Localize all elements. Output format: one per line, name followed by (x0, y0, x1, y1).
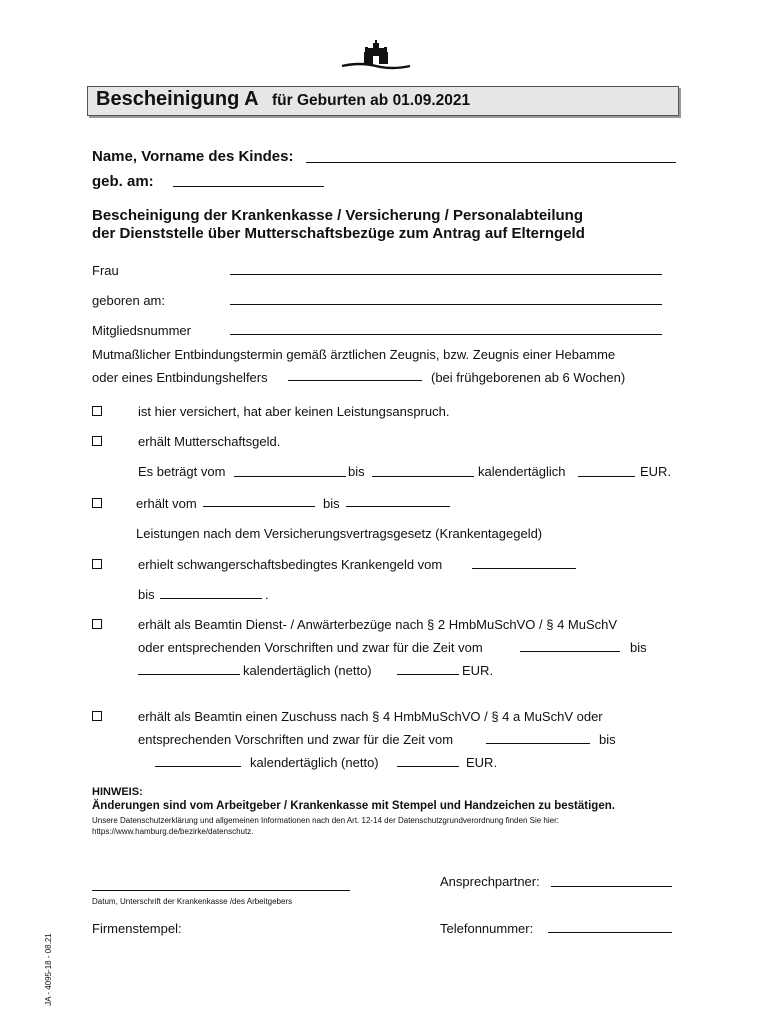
o2-daily-label: kalendertäglich (478, 464, 566, 479)
option-insured-no-claim: ist hier versichert, hat aber keinen Leistungsanspruch. (138, 404, 450, 419)
frau-label: Frau (92, 263, 119, 278)
phone-field[interactable] (548, 932, 672, 933)
o6-amount-field[interactable] (397, 766, 459, 767)
privacy-text: Unsere Datenschutzerklärung und allgemeinen Informationen nach den Art. 12-14 der Datenschutzgrundverordnung finden Sie hier: (92, 816, 559, 825)
o5-bis-label: bis (630, 640, 647, 655)
checkbox-maternity-benefit[interactable] (92, 436, 102, 446)
child-name-label: Name, Vorname des Kindes: (92, 148, 294, 165)
hamburg-castle-logo (340, 40, 412, 76)
privacy-link[interactable]: https://www.hamburg.de/bezirke/datenschutz. (92, 827, 254, 836)
contact-field[interactable] (551, 886, 672, 887)
child-born-label: geb. am: (92, 173, 154, 190)
o6-eur-label: EUR. (466, 755, 498, 770)
option-maternity-benefit: erhält Mutterschaftsgeld. (138, 434, 281, 449)
frau-field[interactable] (230, 274, 662, 275)
o2-from-field[interactable] (234, 476, 346, 477)
mother-born-field[interactable] (230, 304, 662, 305)
contact-label: Ansprechpartner: (440, 874, 540, 889)
form-code: JA - 4095-18 - 08.21 (43, 933, 53, 1006)
o3-from-field[interactable] (203, 506, 315, 507)
mother-born-label: geboren am: (92, 293, 165, 308)
o5-to-field[interactable] (138, 674, 240, 675)
child-born-field[interactable] (173, 186, 324, 187)
o2-to-field[interactable] (372, 476, 474, 477)
due-date-line2-b: (bei frühgeborenen ab 6 Wochen) (431, 370, 626, 385)
o6-daily-label: kalendertäglich (netto) (250, 755, 379, 770)
member-number-label: Mitgliedsnummer (92, 323, 191, 338)
o3-bis-label: bis (323, 496, 340, 511)
member-number-field[interactable] (230, 334, 662, 335)
checkbox-civil-servant-salary[interactable] (92, 619, 102, 629)
due-date-line2-a: oder eines Entbindungshelfers (92, 370, 268, 385)
hint-label: HINWEIS: (92, 786, 143, 798)
checkbox-insured-no-claim[interactable] (92, 406, 102, 416)
o2-amount-field[interactable] (578, 476, 635, 477)
o6-period-label: entsprechenden Vorschriften und zwar für die Zeit vom (138, 732, 454, 747)
section-heading-line1: Bescheinigung der Krankenkasse / Versicherung / Personalabteilung (92, 207, 583, 224)
section-heading-line2: der Dienststelle über Mutterschaftsbezüge zum Antrag auf Elterngeld (92, 225, 585, 242)
o6-from-field[interactable] (486, 743, 590, 744)
o2-bis-label: bis (348, 464, 365, 479)
o4-from-field[interactable] (472, 568, 576, 569)
signature-field[interactable] (92, 890, 350, 891)
o3-from-label: erhält vom (136, 496, 197, 511)
checkbox-insurance-contract[interactable] (92, 498, 102, 508)
due-date-field[interactable] (288, 380, 422, 381)
o2-eur-label: EUR. (640, 464, 672, 479)
o6-bis-label: bis (599, 732, 616, 747)
stamp-label: Firmenstempel: (92, 921, 182, 936)
signature-label: Datum, Unterschrift der Krankenkasse /des Arbeitgebers (92, 897, 293, 906)
child-name-field[interactable] (306, 162, 676, 163)
checkbox-sickness-benefit[interactable] (92, 559, 102, 569)
title-sub: für Geburten ab 01.09.2021 (272, 92, 471, 109)
checkbox-civil-servant-allowance[interactable] (92, 711, 102, 721)
option-civil-servant-salary: erhält als Beamtin Dienst- / Anwärterbezüge nach § 2 HmbMuSchVO / § 4 MuSchV (138, 617, 618, 632)
o4-bis-label: bis (138, 587, 155, 602)
o4-to-field[interactable] (160, 598, 262, 599)
o2-amount-from-label: Es beträgt vom (138, 464, 226, 479)
o5-amount-field[interactable] (397, 674, 459, 675)
option-sickness-benefit: erhielt schwangerschaftsbedingtes Krankengeld vom (138, 557, 443, 572)
o6-to-field[interactable] (155, 766, 241, 767)
o3-note: Leistungen nach dem Versicherungsvertragsgesetz (Krankentagegeld) (136, 526, 543, 541)
o4-dot: . (265, 587, 269, 602)
title-box (87, 86, 679, 116)
o5-daily-label: kalendertäglich (netto) (243, 663, 372, 678)
due-date-line1: Mutmaßlicher Entbindungstermin gemäß ärztlichen Zeugnis, bzw. Zeugnis einer Hebamme (92, 347, 616, 362)
o5-period-label: oder entsprechenden Vorschriften und zwar für die Zeit vom (138, 640, 483, 655)
phone-label: Telefonnummer: (440, 921, 534, 936)
option-civil-servant-allowance: erhält als Beamtin einen Zuschuss nach § 4 HmbMuSchVO / § 4 a MuSchV oder (138, 709, 603, 724)
o5-from-field[interactable] (520, 651, 620, 652)
title-main: Bescheinigung A (96, 88, 259, 110)
o5-eur-label: EUR. (462, 663, 494, 678)
o3-to-field[interactable] (346, 506, 450, 507)
hint-text: Änderungen sind vom Arbeitgeber / Krankenkasse mit Stempel und Handzeichen zu bestätigen. (92, 800, 615, 812)
